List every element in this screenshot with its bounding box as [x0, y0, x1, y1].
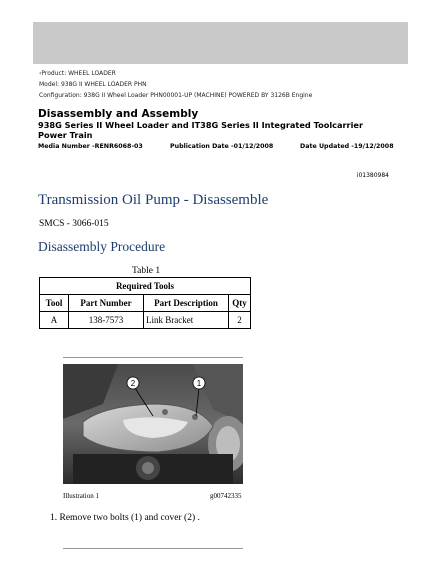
illustration-photo — [63, 364, 243, 484]
smcs-code: SMCS - 3066-015 — [39, 219, 109, 229]
document-id: i01380984 — [356, 172, 389, 179]
model-line: Model: 938G II WHEEL LOADER PHN — [39, 81, 147, 88]
cell-qty: 2 — [229, 312, 251, 329]
top-banner — [33, 22, 408, 64]
date-updated: Date Updated -19/12/2008 — [300, 143, 394, 150]
cell-part-description: Link Bracket — [144, 312, 229, 329]
callout-2-label: 2 — [130, 379, 136, 388]
configuration-line: Configuration: 938G II Wheel Loader PHN00001-UP (MACHINE) POWERED BY 3126B Engine — [39, 92, 313, 99]
column-header-part-description: Part Description — [144, 295, 229, 312]
table-header-row — [40, 295, 251, 312]
media-number: Media Number -RENR6068-03 — [38, 143, 143, 150]
column-header-tool: Tool — [40, 295, 69, 312]
publication-date: Publication Date -01/12/2008 — [170, 143, 274, 150]
table-title-row — [40, 278, 251, 295]
required-tools-table — [39, 277, 251, 329]
column-header-qty: Qty — [229, 295, 251, 312]
page-title: Transmission Oil Pump - Disassemble — [38, 192, 269, 208]
divider-bottom — [63, 548, 243, 549]
column-header-part-number: Part Number — [69, 295, 144, 312]
table-title: Required Tools — [40, 278, 251, 295]
step-1: 1. Remove two bolts (1) and cover (2) . — [50, 513, 200, 523]
table-caption: Table 1 — [132, 266, 161, 276]
callout-1-label: 1 — [196, 379, 202, 388]
product-text: Product: WHEEL LOADER — [41, 70, 116, 77]
procedure-heading: Disassembly Procedure — [38, 239, 166, 254]
callout-2 — [127, 377, 139, 389]
product-icon: ‹ — [39, 70, 42, 77]
document-subtitle: 938G Series II Wheel Loader and IT38G Series II Integrated Toolcarrier Power Train — [38, 120, 363, 140]
product-line — [39, 70, 116, 78]
divider-top — [63, 357, 243, 358]
callout-1 — [193, 377, 205, 389]
section-heading: Disassembly and Assembly — [38, 108, 199, 120]
illustration-caption: Illustration 1 — [63, 492, 99, 500]
cell-part-number: 138-7573 — [69, 312, 144, 329]
illustration-id: g00742335 — [210, 492, 242, 500]
table-row — [40, 312, 251, 329]
cell-tool: A — [40, 312, 69, 329]
